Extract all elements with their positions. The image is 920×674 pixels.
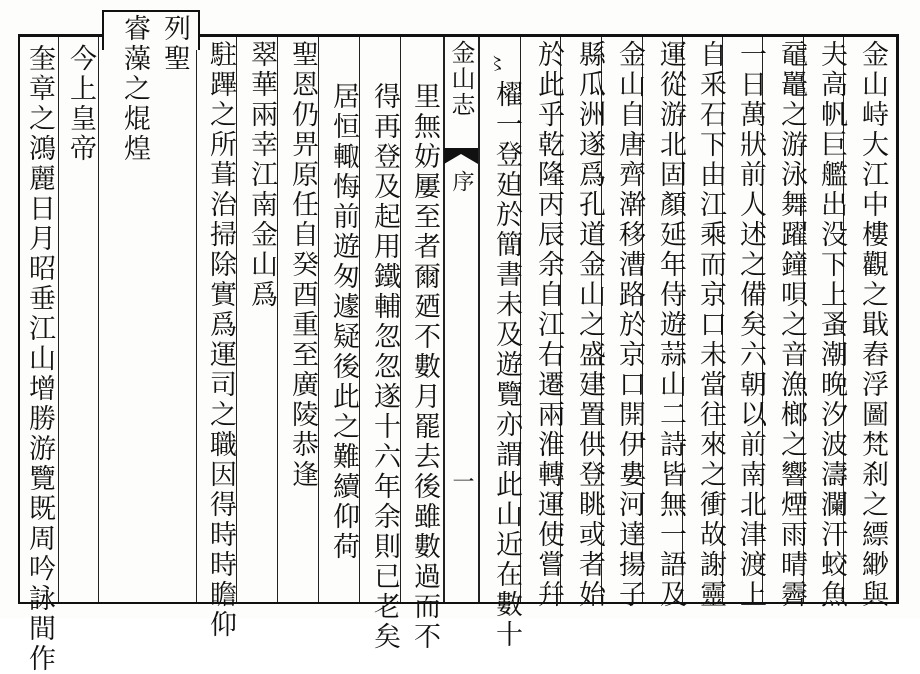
page-number: 一: [449, 470, 474, 492]
text-column-4: 一日萬狀前人述之備矣六朝以前南北津渡上: [735, 40, 766, 610]
column-rule: [196, 37, 197, 602]
text-column-3: 黿鼉之游泳舞躍鐘唄之音漁榔之響煙雨晴霽: [776, 40, 807, 610]
raised-heading-left: 睿藻之焜煌: [119, 14, 150, 164]
text-column-16: 駐蹕之所葺治掃除實爲運司之職因得時時瞻仰: [205, 40, 236, 640]
text-column-9: 於此乎乾隆丙辰余自江右遷兩淮轉運使嘗幷: [533, 40, 564, 610]
fishtail-mark-icon: [444, 148, 478, 170]
text-column-7: 金山自唐齊澣移漕路於京口開伊婁河達揚子: [614, 40, 645, 610]
column-rule: [58, 37, 59, 602]
text-column-12: 得再登及起用鐵輔忽忽遂十六年余則已老矣: [369, 82, 400, 652]
book-title: 金山志: [447, 40, 475, 118]
text-column-2: 夫高帆巨艦出没下上蚤潮晚汐波濤瀾汗蛟魚: [816, 40, 847, 610]
text-column-10: 櫂一登廹於簡書未及遊覽亦謂此山近在數十: [491, 80, 522, 650]
text-column-18: 今上皇帝: [65, 44, 96, 164]
section-label: 序: [449, 170, 474, 192]
text-column-19: 奎章之鴻麗日月昭垂江山增勝游覽既周吟詠間作: [24, 44, 55, 674]
center-strip-rule: [443, 37, 445, 602]
text-column-14: 聖恩仍畀原任自癸酉重至廣陵恭逢: [287, 40, 318, 490]
text-column-1: 金山峙大江中樓觀之戢舂浮圖梵刹之縹緲與: [857, 40, 888, 610]
text-column-11: 里無妨屢至者爾廼不數月罷去後雖數過而不: [409, 82, 440, 652]
text-column-8: 縣瓜洲遂爲孔道金山之盛建置供登眺或者始: [574, 40, 605, 610]
text-column-6: 運從游北固顏延年侍遊蒜山二詩皆無一語及: [655, 40, 686, 610]
text-column-5: 自釆石下由江乘而京口未當往來之衝故謝靈: [695, 40, 726, 610]
raised-heading-right: 列聖: [159, 14, 190, 74]
ornament-mark: 〻: [488, 54, 506, 75]
text-column-15: 翠華兩幸江南金山爲: [246, 40, 277, 310]
frame-right-border: [896, 34, 899, 604]
text-column-13: 居恒輙悔前遊匆遽疑後此之難續仰荷: [328, 82, 359, 562]
center-strip-rule: [478, 37, 480, 602]
